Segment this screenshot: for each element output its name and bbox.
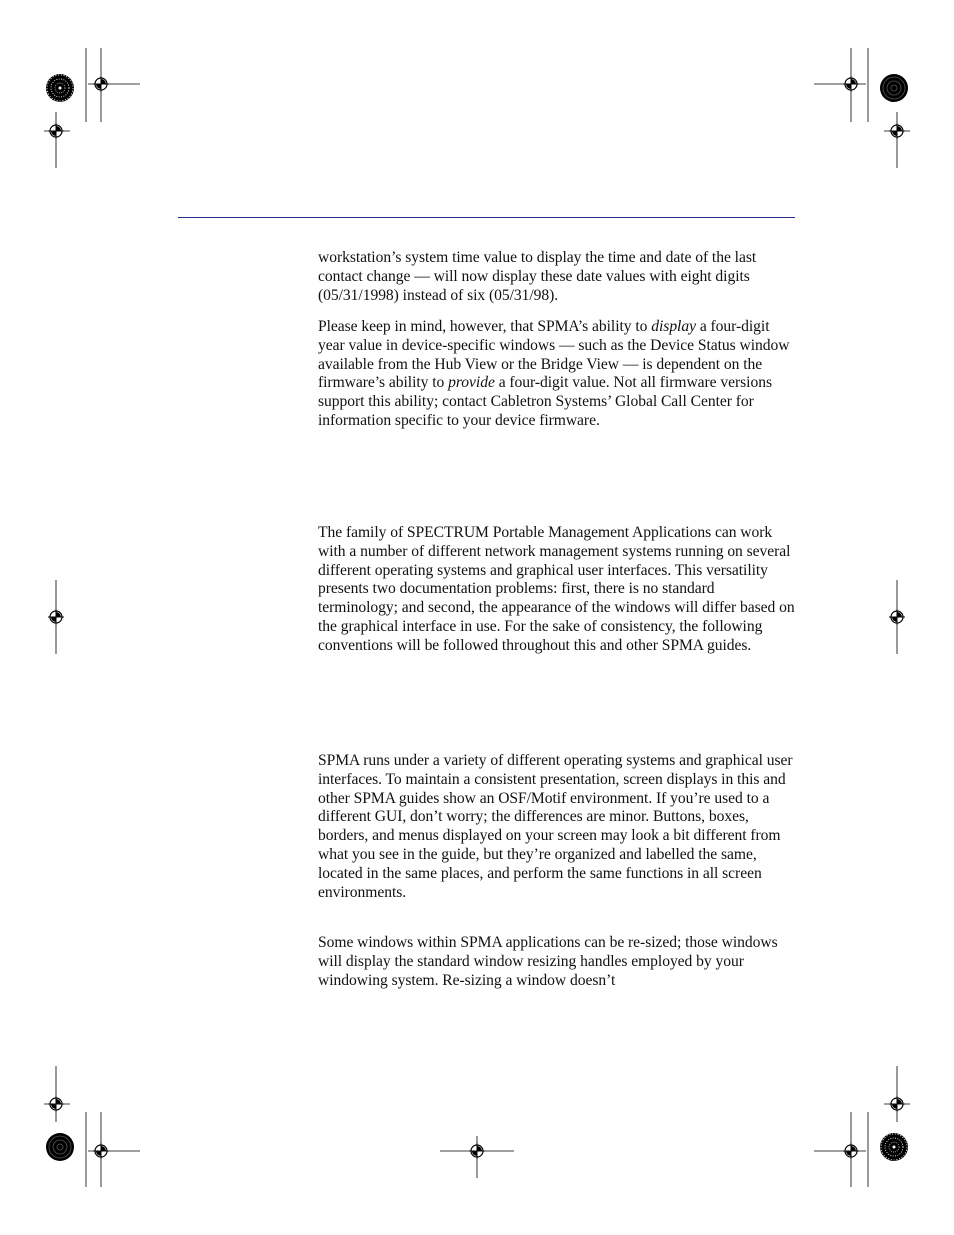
paragraph-2-part-2: a four-digit year value in device-specific windows — such as the Device Status window available from the Hub View or the Bridge View — is dependent on the firmware’s ability to: [318, 318, 790, 392]
paragraph-2-part-1: Please keep in mind, however, that SPMA’s ability to: [318, 318, 652, 335]
body-paragraph-4: SPMA runs under a variety of different operating systems and graphical user interfaces. To maintain a consistent presentation, screen displays in this and other SPMA guides show an OSF/Motif environment. If you’re used to a different GUI, don’t worry; the differences are minor. Buttons, boxes, borders, and menus displayed on your screen may look a bit different from what you see in the guide, but they’re organized and labelled the same, located in the same places, and perform the same functions in all screen environments.: [318, 752, 793, 901]
paragraph-2-part-3: a four-digit value. Not all firmware versions support this ability; contact Cabletron Systems’ Global Call Center for information specific to your device firmware.: [318, 374, 772, 429]
body-paragraph-5: Some windows within SPMA applications can be re-sized; those windows will display the standard window resizing handles employed by your windowing system. Re-sizing a window doesn’t: [318, 934, 778, 989]
target-disc-icon: [46, 1133, 74, 1161]
body-paragraph-3: The family of SPECTRUM Portable Management Applications can work with a number of different network management systems running on several different operating systems and graphical user interfaces. This versatility presents two documentation problems: first, there is no standard terminology; and second, the appearance of the windows will differ based on the graphical interface in use. For the sake of consistency, the following conventions will be followed throughout this and other SPMA guides.: [318, 524, 795, 654]
emphasis-provide: provide: [448, 374, 495, 392]
emphasis-display: display: [651, 318, 696, 335]
star-target-icon: [880, 1133, 908, 1161]
star-target-icon: [46, 74, 74, 102]
target-disc-icon: [880, 74, 908, 102]
body-paragraph-1: workstation’s system time value to display the time and date of the last contact change — will now display these date values with eight digits (05/31/1998) instead of six (05/31/98).: [318, 249, 757, 304]
